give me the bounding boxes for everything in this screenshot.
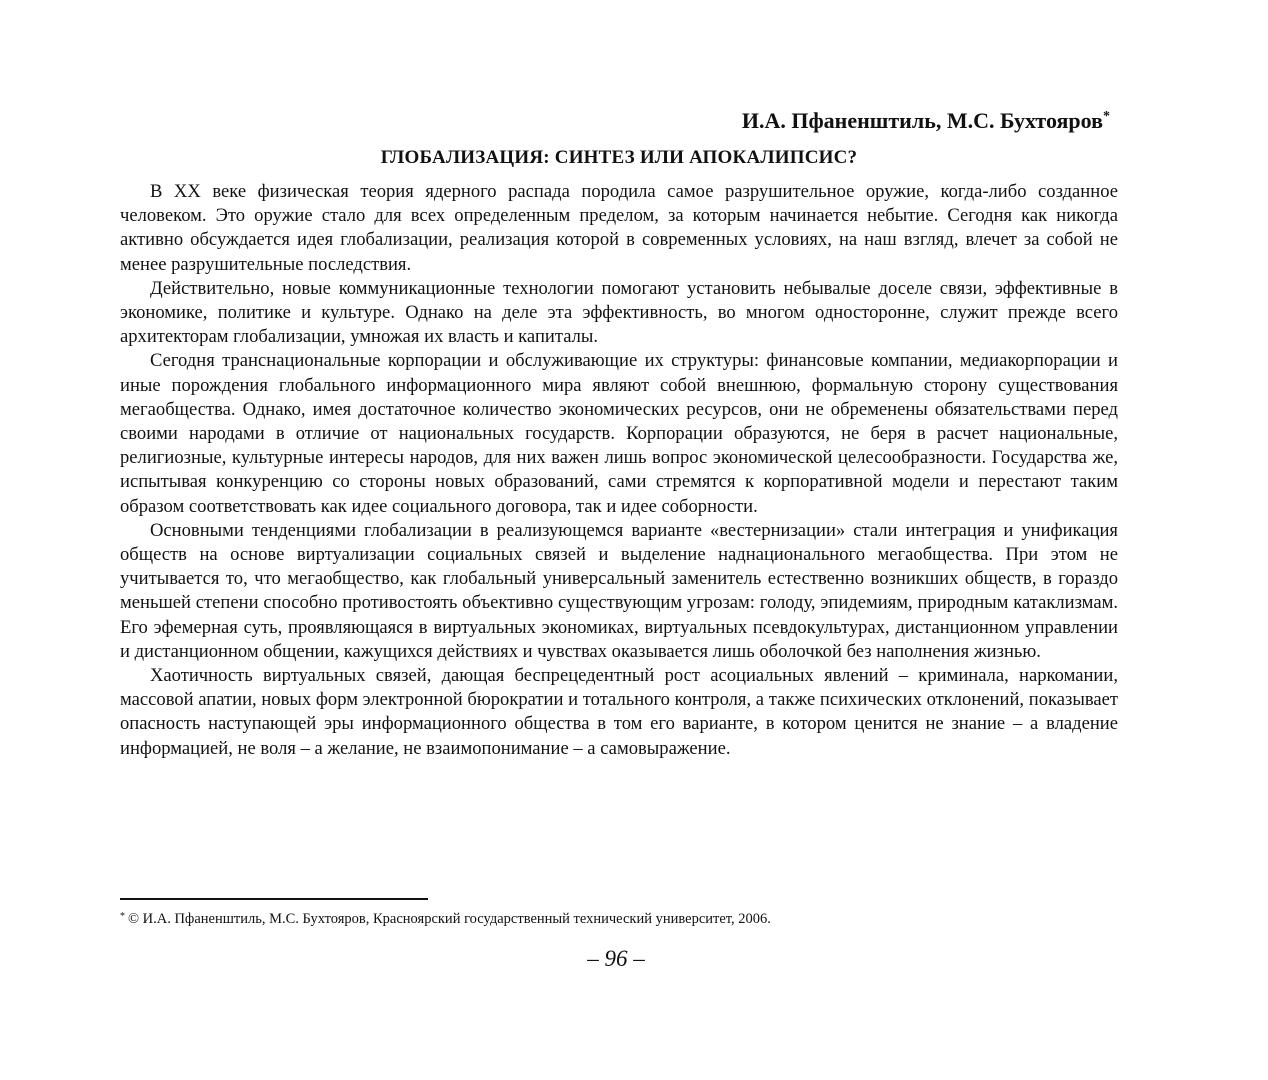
- article-title: ГЛОБАЛИЗАЦИЯ: СИНТЕЗ ИЛИ АПОКАЛИПСИС?: [380, 147, 858, 168]
- footnote-divider: [120, 898, 428, 900]
- page-content: [120, 108, 1118, 761]
- authors: И.А. Пфаненштиль, М.С. Бухтояров: [741, 108, 1103, 133]
- article-body: [120, 180, 1118, 761]
- page-number: – 96 –: [587, 946, 645, 971]
- footnote-reference: *: [1103, 109, 1110, 124]
- paragraph: Сегодня транснациональные корпорации и обслуживающие их структуры: финансовые компании, медиакорпорации и иные порождения глобального информационного мира являют собой внешнюю, формальную сторону существования мегаобщества. Однако, имея достаточное количество экономических ресурсов, они не обременены обязательствами перед своими народами в отличие от национальных государств. Корпорации образуются, не беря в расчет национальные, религиозные, культурные интересы народов, для них важен лишь вопрос экономической целесообразности. Государства же, испытывая конкуренцию со стороны новых образований, сами стремятся к корпоративной модели и перестают таким образом соответствовать как идее социального договора, так и идее соборности.: [120, 350, 1118, 517]
- paragraph: Действительно, новые коммуникационные технологии помогают установить небывалые доселе связи, эффективные в экономике, политике и культуре. Однако на деле эта эффективность, во многом односторонне, служит прежде всего архитекторам глобализации, умножая их власть и капиталы.: [120, 277, 1118, 348]
- authors-line: [120, 108, 1118, 134]
- footnote-text: © И.А. Пфаненштиль, М.С. Бухтояров, Красноярский государственный технический университет, 2006.: [128, 911, 771, 927]
- footnote-marker: *: [120, 911, 125, 922]
- paragraph: В ХХ веке физическая теория ядерного распада породила самое разрушительное оружие, когда-либо созданное человеком. Это оружие стало для всех определенным пределом, за которым начинается небытие. Сегодня как никогда активно обсуждается идея глобализации, реализация которой в современных условиях, на наш взгляд, влечет за собой не менее разрушительные последствия.: [120, 181, 1118, 275]
- footnote: [120, 909, 1120, 929]
- paragraph: Хаотичность виртуальных связей, дающая беспрецедентный рост асоциальных явлений – криминала, наркомании, массовой апатии, новых форм электронной бюрократии и тотального контроля, а также психических отклонений, показывает опасность наступающей эры информационного общества в том его варианте, в котором ценится не знание – а владение информацией, не воля – а желание, не взаимопонимание – а самовыражение.: [120, 665, 1118, 759]
- paragraph: Основными тенденциями глобализации в реализующемся варианте «вестернизации» стали интеграция и унификация обществ на основе виртуализации социальных связей и выделение наднационального мегаобщества. При этом не учитывается то, что мегаобщество, как глобальный универсальный заменитель естественно возникших обществ, в гораздо меньшей степени способно противостоять объективно существующим угрозам: голоду, эпидемиям, природным катаклизмам. Его эфемерная суть, проявляющаяся в виртуальных экономиках, виртуальных псевдокультурах, дистанционном управлении и дистанционном общении, кажущихся действиях и чувствах оказывается лишь оболочкой без наполнения жизнью.: [120, 519, 1118, 662]
